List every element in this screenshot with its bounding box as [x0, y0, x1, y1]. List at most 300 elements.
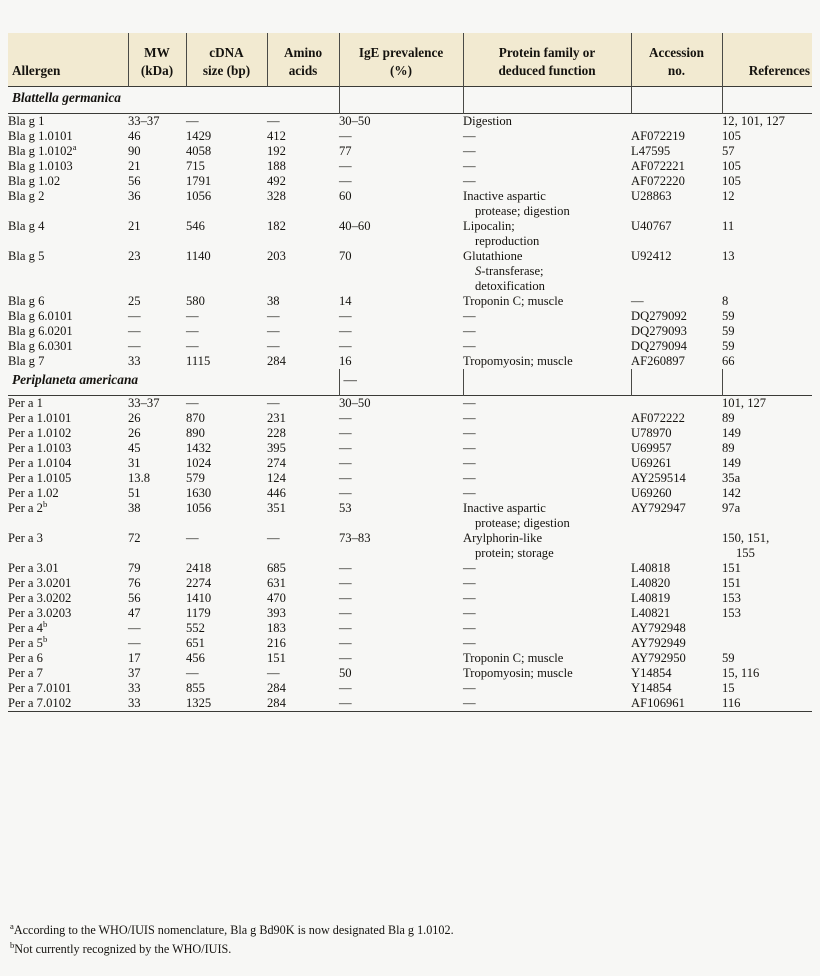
allergen-name: Bla g 2 — [8, 189, 45, 203]
function-line-1: — — [463, 129, 476, 143]
references-line-1: 59 — [722, 324, 735, 338]
cell-allergen — [8, 651, 128, 666]
references-line-1: 11 — [722, 219, 735, 233]
references-line-1: 89 — [722, 411, 735, 425]
cell-cdna-size: 546 — [186, 219, 205, 233]
cell-mw: 56 — [128, 591, 141, 605]
function-line-3: detoxification — [475, 279, 545, 293]
cell-mw: 13.8 — [128, 471, 151, 485]
cell-accession-no: L40820 — [631, 576, 671, 590]
cell-mw: 26 — [128, 426, 141, 440]
cell-references — [722, 339, 812, 354]
cell-references — [722, 144, 812, 159]
table-row — [8, 249, 812, 294]
cell-references — [722, 651, 812, 666]
cell-mw: — — [128, 636, 141, 650]
cell-references — [722, 174, 812, 189]
cell-cdna-size: 2274 — [186, 576, 212, 590]
cell-cdna-size: 1630 — [186, 486, 212, 500]
cell-protein-function — [463, 426, 631, 441]
cell-cdna-size: 552 — [186, 621, 205, 635]
table-body — [8, 87, 812, 713]
footnote-a — [10, 921, 710, 940]
cell-amino-acids: — — [267, 114, 280, 128]
function-line-2: protease; digestion — [475, 204, 570, 218]
table-row — [8, 471, 812, 486]
cell-protein-function — [463, 666, 631, 681]
cell-allergen — [8, 396, 128, 411]
cell-allergen — [8, 426, 128, 441]
footnote-marker: b — [42, 498, 48, 509]
cell-mw: — — [128, 324, 141, 338]
cell-cdna-size: — — [186, 339, 199, 353]
references-line-1: 59 — [722, 339, 735, 353]
references-line-1: 105 — [722, 159, 741, 173]
cell-ige-prevalence: — — [339, 174, 352, 188]
function-line-1: Glutathione — [463, 249, 523, 263]
cell-accession-no: U40767 — [631, 219, 672, 233]
cell-amino-acids: 151 — [267, 651, 286, 665]
cell-allergen — [8, 486, 128, 501]
cell-protein-function — [463, 576, 631, 591]
cell-ige-prevalence: — — [339, 309, 352, 323]
cell-amino-acids: 183 — [267, 621, 286, 635]
references-line-1: 59 — [722, 309, 735, 323]
cell-ige-prevalence: 30–50 — [339, 114, 371, 128]
cell-cdna-size: 1429 — [186, 129, 212, 143]
cell-cdna-size: 1056 — [186, 189, 212, 203]
cell-amino-acids: 412 — [267, 129, 286, 143]
cell-ige-prevalence: — — [339, 621, 352, 635]
cell-allergen — [8, 618, 128, 636]
cell-accession-no: Y14854 — [631, 666, 672, 680]
function-line-1: Inactive aspartic — [463, 189, 546, 203]
cell-protein-function — [463, 591, 631, 606]
cell-references — [722, 591, 812, 606]
function-line-1: Arylphorin-like — [463, 531, 543, 545]
function-line-1: — — [463, 339, 476, 353]
allergen-name: Per a 1.0101 — [8, 411, 72, 425]
cell-cdna-size: 1024 — [186, 456, 212, 470]
column-header-protein-function — [463, 33, 631, 87]
table-row — [8, 576, 812, 591]
cell-ige-prevalence: — — [339, 339, 352, 353]
function-line-1: — — [463, 561, 476, 575]
table-row — [8, 696, 812, 712]
cell-protein-function — [463, 339, 631, 354]
cell-references — [722, 441, 812, 456]
table-row — [8, 129, 812, 144]
function-line-1: — — [463, 681, 476, 695]
references-line-1: 59 — [722, 651, 735, 665]
cell-amino-acids: — — [267, 339, 280, 353]
cell-references — [722, 129, 812, 144]
cell-cdna-size: 1179 — [186, 606, 211, 620]
references-line-1: 15, 116 — [722, 666, 760, 680]
cell-accession-no: U69261 — [631, 456, 672, 470]
cell-mw: 21 — [128, 219, 141, 233]
function-line-1: Inactive aspartic — [463, 501, 546, 515]
allergen-name: Per a 7.0101 — [8, 681, 72, 695]
cell-allergen — [8, 324, 128, 339]
column-header-references-line2: References — [748, 63, 810, 79]
cell-ige-prevalence: 16 — [339, 354, 352, 368]
references-line-1: 101, 127 — [722, 396, 767, 410]
footnote-marker: a — [72, 141, 77, 152]
cell-protein-function — [463, 606, 631, 621]
cell-protein-function — [463, 189, 631, 219]
cell-protein-function — [463, 114, 631, 129]
cell-ige-prevalence: — — [339, 159, 352, 173]
function-line-1: — — [463, 324, 476, 338]
cell-accession-no: U28863 — [631, 189, 672, 203]
cell-mw: — — [128, 621, 141, 635]
cell-references — [722, 576, 812, 591]
allergen-table — [8, 33, 812, 712]
references-line-1: 150, 151, — [722, 531, 770, 545]
table-row — [8, 396, 812, 411]
cell-ige-prevalence: 77 — [339, 144, 352, 158]
references-line-1: 105 — [722, 129, 741, 143]
function-line-2: S-transferase; — [475, 264, 544, 278]
allergen-name: Per a 1.0102 — [8, 426, 72, 440]
species-references-cell — [722, 87, 812, 114]
allergen-name: Per a 1.0104 — [8, 456, 72, 470]
cell-allergen — [8, 219, 128, 249]
cell-amino-acids: 685 — [267, 561, 286, 575]
cell-cdna-size: 715 — [186, 159, 205, 173]
allergen-name: Bla g 5 — [8, 249, 45, 263]
cell-accession-no: AF260897 — [631, 354, 685, 368]
species-row — [8, 369, 812, 396]
cell-references — [722, 681, 812, 696]
table-row — [8, 294, 812, 309]
column-header-aa-line2: acids — [288, 63, 318, 79]
cell-amino-acids: 284 — [267, 354, 286, 368]
table-row — [8, 621, 812, 636]
allergen-name: Bla g 6.0301 — [8, 339, 73, 353]
cell-cdna-size: — — [186, 114, 199, 128]
column-header-allergen-line2: Allergen — [12, 63, 61, 79]
allergen-name: Per a 7 — [8, 666, 43, 680]
table-bottom-rule — [8, 712, 812, 713]
references-line-1: 142 — [722, 486, 741, 500]
cell-protein-function — [463, 561, 631, 576]
function-line-1: — — [463, 621, 476, 635]
column-header-cdna-size — [186, 33, 267, 87]
cell-accession-no — [631, 396, 722, 411]
cell-protein-function — [463, 396, 631, 411]
allergen-name: Per a 7.0102 — [8, 696, 72, 710]
cell-protein-function — [463, 219, 631, 249]
function-line-1: — — [463, 159, 476, 173]
function-line-1: — — [463, 144, 476, 158]
column-header-function-line2: deduced function — [498, 63, 596, 79]
table-row — [8, 486, 812, 501]
references-line-1: 12, 101, 127 — [722, 114, 785, 128]
cell-ige-prevalence: 14 — [339, 294, 352, 308]
cell-mw: 38 — [128, 501, 141, 515]
allergen-name: Bla g 1.0101 — [8, 129, 73, 143]
cell-accession-no: AY792948 — [631, 621, 686, 635]
cell-references — [722, 666, 812, 681]
cell-amino-acids: 284 — [267, 681, 286, 695]
cell-mw: 79 — [128, 561, 141, 575]
cell-amino-acids: 216 — [267, 636, 286, 650]
cell-accession-no: U69957 — [631, 441, 672, 455]
function-line-1: — — [463, 471, 476, 485]
table-row — [8, 636, 812, 651]
cell-protein-function — [463, 144, 631, 159]
cell-ige-prevalence: — — [339, 129, 352, 143]
cell-cdna-size: 1115 — [186, 354, 211, 368]
cell-protein-function — [463, 471, 631, 486]
cell-amino-acids: 231 — [267, 411, 286, 425]
cell-mw: 33 — [128, 354, 141, 368]
references-line-1: 8 — [722, 294, 729, 308]
cell-protein-function — [463, 681, 631, 696]
cell-protein-function — [463, 636, 631, 651]
cell-references — [722, 114, 812, 129]
cell-accession-no: AY792950 — [631, 651, 686, 665]
cell-amino-acids: 188 — [267, 159, 286, 173]
column-header-mw-line1: MW — [144, 44, 170, 60]
function-line-1: — — [463, 426, 476, 440]
references-line-1: 153 — [722, 591, 741, 605]
allergen-name: Per a 1 — [8, 396, 43, 410]
function-line-1: Tropomyosin; muscle — [463, 666, 573, 680]
cell-accession-no: Y14854 — [631, 681, 672, 695]
cell-mw: 33–37 — [128, 114, 160, 128]
cell-amino-acids: — — [267, 531, 280, 545]
cell-accession-no: AF072222 — [631, 411, 685, 425]
footnote-b — [10, 940, 710, 959]
cell-cdna-size: 1325 — [186, 696, 212, 710]
column-header-ige-line1: IgE prevalence — [358, 44, 444, 60]
allergen-name: Per a 1.02 — [8, 486, 59, 500]
cell-mw: 23 — [128, 249, 141, 263]
cell-ige-prevalence: — — [339, 681, 352, 695]
allergen-name: Bla g 1.02 — [8, 174, 61, 188]
cell-cdna-size: — — [186, 666, 199, 680]
cell-amino-acids: 446 — [267, 486, 286, 500]
cell-cdna-size: 1432 — [186, 441, 212, 455]
cell-cdna-size: — — [186, 309, 199, 323]
cell-cdna-size: 1410 — [186, 591, 212, 605]
references-line-1: 151 — [722, 561, 741, 575]
function-line-1: Troponin C; muscle — [463, 294, 564, 308]
cell-references — [722, 354, 812, 369]
references-line-1: 13 — [722, 249, 735, 263]
cell-allergen — [8, 354, 128, 369]
cell-cdna-size: 855 — [186, 681, 205, 695]
cell-amino-acids: 192 — [267, 144, 286, 158]
cell-mw: — — [128, 339, 141, 353]
column-header-cdna-line2: size (bp) — [202, 63, 251, 79]
species-name: Periplaneta americana — [8, 369, 339, 396]
footnotes — [10, 921, 710, 958]
cell-accession-no: AY792949 — [631, 636, 686, 650]
cell-allergen — [8, 189, 128, 219]
function-line-1: — — [463, 441, 476, 455]
cell-references — [722, 411, 812, 426]
cell-mw: 21 — [128, 159, 141, 173]
column-header-amino-acids — [267, 33, 339, 87]
cell-accession-no: DQ279092 — [631, 309, 687, 323]
cell-allergen — [8, 606, 128, 621]
table-row — [8, 606, 812, 621]
cell-amino-acids: 182 — [267, 219, 286, 233]
cell-amino-acids: 328 — [267, 189, 286, 203]
cell-allergen — [8, 498, 128, 531]
function-line-1: — — [463, 636, 476, 650]
cell-mw: — — [128, 309, 141, 323]
species-accession-cell — [631, 369, 722, 396]
cell-ige-prevalence: — — [339, 636, 352, 650]
function-line-2: protein; storage — [475, 546, 554, 560]
cell-cdna-size: 1056 — [186, 501, 212, 515]
allergen-name: Per a 1.0103 — [8, 441, 72, 455]
cell-protein-function — [463, 159, 631, 174]
footnote-b-text: Not currently recognized by the WHO/IUIS. — [14, 941, 232, 956]
cell-amino-acids: — — [267, 324, 280, 338]
cell-mw: 33–37 — [128, 396, 160, 410]
cell-references — [722, 471, 812, 486]
footnote-marker: b — [42, 618, 48, 629]
table-row — [8, 174, 812, 189]
cell-accession-no: AF106961 — [631, 696, 685, 710]
references-line-1: 97a — [722, 501, 741, 515]
cell-ige-prevalence: — — [339, 576, 352, 590]
horizontal-rule — [8, 712, 812, 713]
cell-accession-no: L47595 — [631, 144, 671, 158]
cell-cdna-size: 651 — [186, 636, 205, 650]
cell-references — [722, 309, 812, 324]
cell-cdna-size: 456 — [186, 651, 205, 665]
cell-amino-acids: 393 — [267, 606, 286, 620]
cell-allergen — [8, 441, 128, 456]
cell-amino-acids: 395 — [267, 441, 286, 455]
table-row — [8, 144, 812, 159]
cell-accession-no: AY259514 — [631, 471, 686, 485]
cell-cdna-size: 4058 — [186, 144, 212, 158]
cell-ige-prevalence: 30–50 — [339, 396, 371, 410]
cell-allergen — [8, 633, 128, 651]
allergen-name: Bla g 6 — [8, 294, 45, 308]
column-header-function-line1: Protein family or — [498, 44, 596, 60]
cell-accession-no: U92412 — [631, 249, 672, 263]
cell-ige-prevalence: — — [339, 606, 352, 620]
species-row — [8, 87, 812, 114]
cell-allergen — [8, 666, 128, 681]
cell-cdna-size: — — [186, 324, 199, 338]
column-header-ige-prevalence — [339, 33, 463, 87]
cell-cdna-size: 579 — [186, 471, 205, 485]
cell-ige-prevalence: — — [339, 471, 352, 485]
table-row — [8, 189, 812, 219]
references-line-2: 155 — [736, 546, 755, 560]
table-row — [8, 561, 812, 576]
cell-references — [722, 561, 812, 576]
cell-ige-prevalence: — — [339, 486, 352, 500]
cell-allergen — [8, 681, 128, 696]
cell-references — [722, 531, 812, 561]
cell-amino-acids: — — [267, 396, 280, 410]
cell-mw: 25 — [128, 294, 141, 308]
cell-ige-prevalence: — — [339, 411, 352, 425]
cell-allergen — [8, 114, 128, 129]
function-line-1: Troponin C; muscle — [463, 651, 564, 665]
table-row — [8, 411, 812, 426]
cell-amino-acids: — — [267, 309, 280, 323]
function-line-1: — — [463, 456, 476, 470]
allergen-name: Bla g 1.0102 — [8, 144, 73, 158]
header-row — [8, 33, 812, 87]
cell-protein-function — [463, 249, 631, 294]
column-header-ige-line2: (%) — [390, 63, 412, 79]
cell-mw: 26 — [128, 411, 141, 425]
cell-allergen — [8, 309, 128, 324]
cell-accession-no: L40821 — [631, 606, 671, 620]
cell-cdna-size: 580 — [186, 294, 205, 308]
references-line-1: 57 — [722, 144, 735, 158]
cell-protein-function — [463, 309, 631, 324]
table-row — [8, 219, 812, 249]
cell-accession-no: L40819 — [631, 591, 671, 605]
allergen-name: Per a 4 — [8, 621, 43, 635]
column-header-aa-line1: Amino — [283, 44, 323, 60]
allergen-name: Bla g 6.0101 — [8, 309, 73, 323]
table-row — [8, 159, 812, 174]
cell-protein-function — [463, 354, 631, 369]
cell-mw: 46 — [128, 129, 141, 143]
references-line-1: 12 — [722, 189, 735, 203]
cell-accession-no: AF072219 — [631, 129, 685, 143]
cell-mw: 33 — [128, 696, 141, 710]
cell-mw: 17 — [128, 651, 141, 665]
cell-protein-function — [463, 531, 631, 561]
species-ige-value: — — [339, 369, 463, 396]
table-row — [8, 456, 812, 471]
cell-ige-prevalence: — — [339, 591, 352, 605]
cell-mw: 31 — [128, 456, 141, 470]
cell-amino-acids: 124 — [267, 471, 286, 485]
table-row — [8, 441, 812, 456]
allergen-name: Bla g 6.0201 — [8, 324, 73, 338]
column-header-mw — [128, 33, 186, 87]
references-line-1: 151 — [722, 576, 741, 590]
species-references-cell — [722, 369, 812, 396]
cell-references — [722, 696, 812, 712]
function-line-1: — — [463, 174, 476, 188]
allergen-name: Per a 2 — [8, 501, 43, 515]
cell-cdna-size: — — [186, 396, 199, 410]
cell-amino-acids: 228 — [267, 426, 286, 440]
cell-ige-prevalence: — — [339, 456, 352, 470]
cell-mw: 76 — [128, 576, 141, 590]
cell-amino-acids: 38 — [267, 294, 280, 308]
cell-mw: 47 — [128, 606, 141, 620]
function-line-1: Lipocalin; — [463, 219, 515, 233]
table-row — [8, 666, 812, 681]
function-line-1: Digestion — [463, 114, 512, 128]
cell-allergen — [8, 696, 128, 712]
cell-references — [722, 456, 812, 471]
function-line-1: Tropomyosin; muscle — [463, 354, 573, 368]
cell-ige-prevalence: — — [339, 651, 352, 665]
footnote-a-text: According to the WHO/IUIS nomenclature, Bla g Bd90K is now designated Bla g 1.0102. — [13, 923, 454, 937]
table-row — [8, 324, 812, 339]
